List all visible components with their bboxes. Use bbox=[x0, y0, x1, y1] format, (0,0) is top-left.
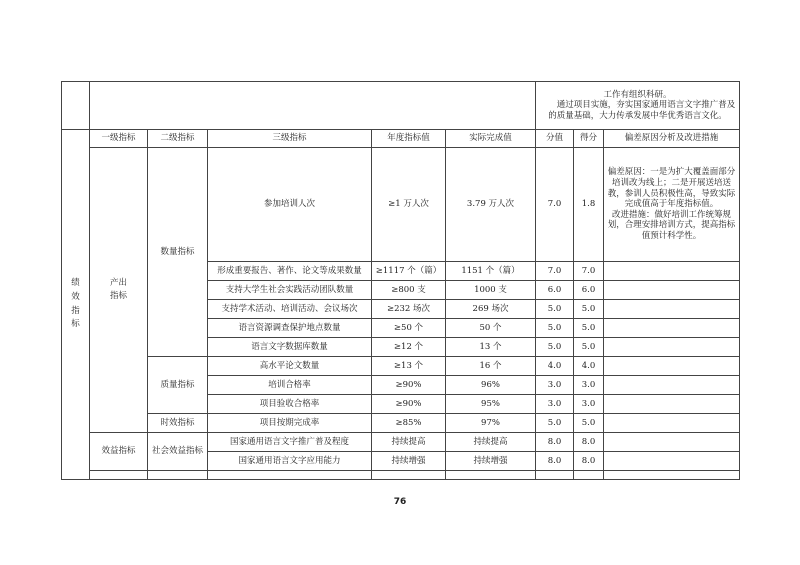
row-name: 项目按期完成率 bbox=[208, 414, 372, 433]
row-name: 语言资源调查保护地点数量 bbox=[208, 319, 372, 338]
row-actual: 1151 个（篇） bbox=[446, 262, 536, 281]
row-analysis-empty bbox=[604, 452, 740, 471]
blank-cell bbox=[90, 471, 148, 480]
analysis-reason: 偏差原因：一是为扩大覆盖面部分培训改为线上；二是开展送培送教，参训人员积极性高，导致实际完成值高于年度指标值。 bbox=[607, 167, 736, 210]
row-score: 5.0 bbox=[536, 414, 574, 433]
blank-cell bbox=[446, 471, 536, 480]
top-note-line1: 工作有组织科研。 bbox=[603, 89, 672, 100]
level2-social: 社会效益指标 bbox=[148, 433, 208, 471]
row-analysis-empty bbox=[604, 262, 740, 281]
row-got: 8.0 bbox=[574, 452, 604, 471]
row-score: 5.0 bbox=[536, 319, 574, 338]
row-annual: ≥13 个 bbox=[372, 357, 446, 376]
row-actual: 269 场次 bbox=[446, 300, 536, 319]
row-actual: 1000 支 bbox=[446, 281, 536, 300]
row-analysis-empty bbox=[604, 395, 740, 414]
row-name: 国家通用语言文字应用能力 bbox=[208, 452, 372, 471]
performance-table bbox=[61, 81, 740, 480]
row-analysis-empty bbox=[604, 338, 740, 357]
row-annual: ≥12 个 bbox=[372, 338, 446, 357]
analysis-measure: 改进措施：做好培训工作统筹规划，合理安排培训方式，提高指标值预计科学性。 bbox=[607, 209, 736, 242]
row-score: 8.0 bbox=[536, 452, 574, 471]
row-analysis-empty bbox=[604, 414, 740, 433]
header-level2: 二级指标 bbox=[148, 130, 208, 148]
row-actual: 13 个 bbox=[446, 338, 536, 357]
row-name: 支持学术活动、培训活动、会议场次 bbox=[208, 300, 372, 319]
row-annual: ≥90% bbox=[372, 376, 446, 395]
header-analysis: 偏差原因分析及改进措施 bbox=[604, 130, 740, 148]
row-annual: ≥85% bbox=[372, 414, 446, 433]
top-note-row bbox=[62, 82, 740, 130]
row-annual: ≥1 万人次 bbox=[372, 148, 446, 262]
table-row-blank bbox=[62, 471, 740, 480]
row-got: 3.0 bbox=[574, 395, 604, 414]
row-name: 语言文字数据库数量 bbox=[208, 338, 372, 357]
row-score: 5.0 bbox=[536, 338, 574, 357]
header-got: 得分 bbox=[574, 130, 604, 148]
page-number: 76 bbox=[393, 497, 407, 507]
row-score: 7.0 bbox=[536, 262, 574, 281]
row-annual: ≥232 场次 bbox=[372, 300, 446, 319]
top-note-line2: 通过项目实施，夯实国家通用语言文字推广普及的质量基础，大力传承发展中华优秀语言文化。 bbox=[548, 100, 736, 121]
row-got: 1.8 bbox=[574, 148, 604, 262]
blank-cell bbox=[208, 471, 372, 480]
header-row bbox=[62, 130, 740, 148]
row-actual: 16 个 bbox=[446, 357, 536, 376]
header-level3: 三级指标 bbox=[208, 130, 372, 148]
row-got: 6.0 bbox=[574, 281, 604, 300]
header-actual: 实际完成值 bbox=[446, 130, 536, 148]
blank-cell bbox=[148, 471, 208, 480]
row-analysis-empty bbox=[604, 357, 740, 376]
row-analysis-empty bbox=[604, 300, 740, 319]
row-name: 高水平论文数量 bbox=[208, 357, 372, 376]
row-name: 培训合格率 bbox=[208, 376, 372, 395]
top-note-cell bbox=[536, 82, 740, 130]
row-got: 3.0 bbox=[574, 376, 604, 395]
row-annual: ≥1117 个（篇） bbox=[372, 262, 446, 281]
row-actual: 97% bbox=[446, 414, 536, 433]
row-annual: 持续增强 bbox=[372, 452, 446, 471]
header-annual: 年度指标值 bbox=[372, 130, 446, 148]
row-name: 参加培训人次 bbox=[208, 148, 372, 262]
row-got: 7.0 bbox=[574, 262, 604, 281]
row-actual: 3.79 万人次 bbox=[446, 148, 536, 262]
row-analysis-empty bbox=[604, 376, 740, 395]
row-actual: 50 个 bbox=[446, 319, 536, 338]
row-got: 5.0 bbox=[574, 338, 604, 357]
row-analysis-empty bbox=[604, 281, 740, 300]
row-name: 国家通用语言文字推广普及程度 bbox=[208, 433, 372, 452]
level1-output: 产出指标 bbox=[109, 278, 127, 301]
row-score: 7.0 bbox=[536, 148, 574, 262]
level2-timeliness: 时效指标 bbox=[148, 414, 208, 433]
table-row bbox=[62, 357, 740, 376]
row-annual: ≥800 支 bbox=[372, 281, 446, 300]
row-got: 5.0 bbox=[574, 319, 604, 338]
top-blank-cell bbox=[62, 82, 90, 130]
table-row bbox=[62, 148, 740, 262]
row-score: 4.0 bbox=[536, 357, 574, 376]
row-actual: 持续提高 bbox=[446, 433, 536, 452]
top-blank-wide-cell bbox=[90, 82, 536, 130]
row-got: 5.0 bbox=[574, 414, 604, 433]
row-got: 4.0 bbox=[574, 357, 604, 376]
analysis-cell bbox=[604, 148, 740, 262]
row-got: 8.0 bbox=[574, 433, 604, 452]
blank-cell bbox=[372, 471, 446, 480]
row-annual: ≥90% bbox=[372, 395, 446, 414]
group-label: 绩效指标 bbox=[71, 278, 80, 330]
row-score: 3.0 bbox=[536, 376, 574, 395]
row-name: 形成重要报告、著作、论文等成果数量 bbox=[208, 262, 372, 281]
row-score: 5.0 bbox=[536, 300, 574, 319]
blank-cell bbox=[536, 471, 574, 480]
row-score: 3.0 bbox=[536, 395, 574, 414]
row-analysis-empty bbox=[604, 433, 740, 452]
level2-quality: 质量指标 bbox=[148, 357, 208, 414]
level1-benefit: 效益指标 bbox=[90, 433, 148, 471]
table-row bbox=[62, 414, 740, 433]
row-actual: 95% bbox=[446, 395, 536, 414]
blank-cell bbox=[604, 471, 740, 480]
level1-output-cell bbox=[90, 148, 148, 433]
row-annual: 持续提高 bbox=[372, 433, 446, 452]
blank-cell bbox=[574, 471, 604, 480]
row-actual: 96% bbox=[446, 376, 536, 395]
level2-quantity: 数量指标 bbox=[148, 148, 208, 357]
row-analysis-empty bbox=[604, 319, 740, 338]
row-actual: 持续增强 bbox=[446, 452, 536, 471]
row-score: 8.0 bbox=[536, 433, 574, 452]
group-label-cell bbox=[62, 130, 90, 480]
row-got: 5.0 bbox=[574, 300, 604, 319]
table-row bbox=[62, 433, 740, 452]
row-name: 支持大学生社会实践活动团队数量 bbox=[208, 281, 372, 300]
header-level1: 一级指标 bbox=[90, 130, 148, 148]
row-annual: ≥50 个 bbox=[372, 319, 446, 338]
header-score: 分值 bbox=[536, 130, 574, 148]
row-score: 6.0 bbox=[536, 281, 574, 300]
row-name: 项目验收合格率 bbox=[208, 395, 372, 414]
